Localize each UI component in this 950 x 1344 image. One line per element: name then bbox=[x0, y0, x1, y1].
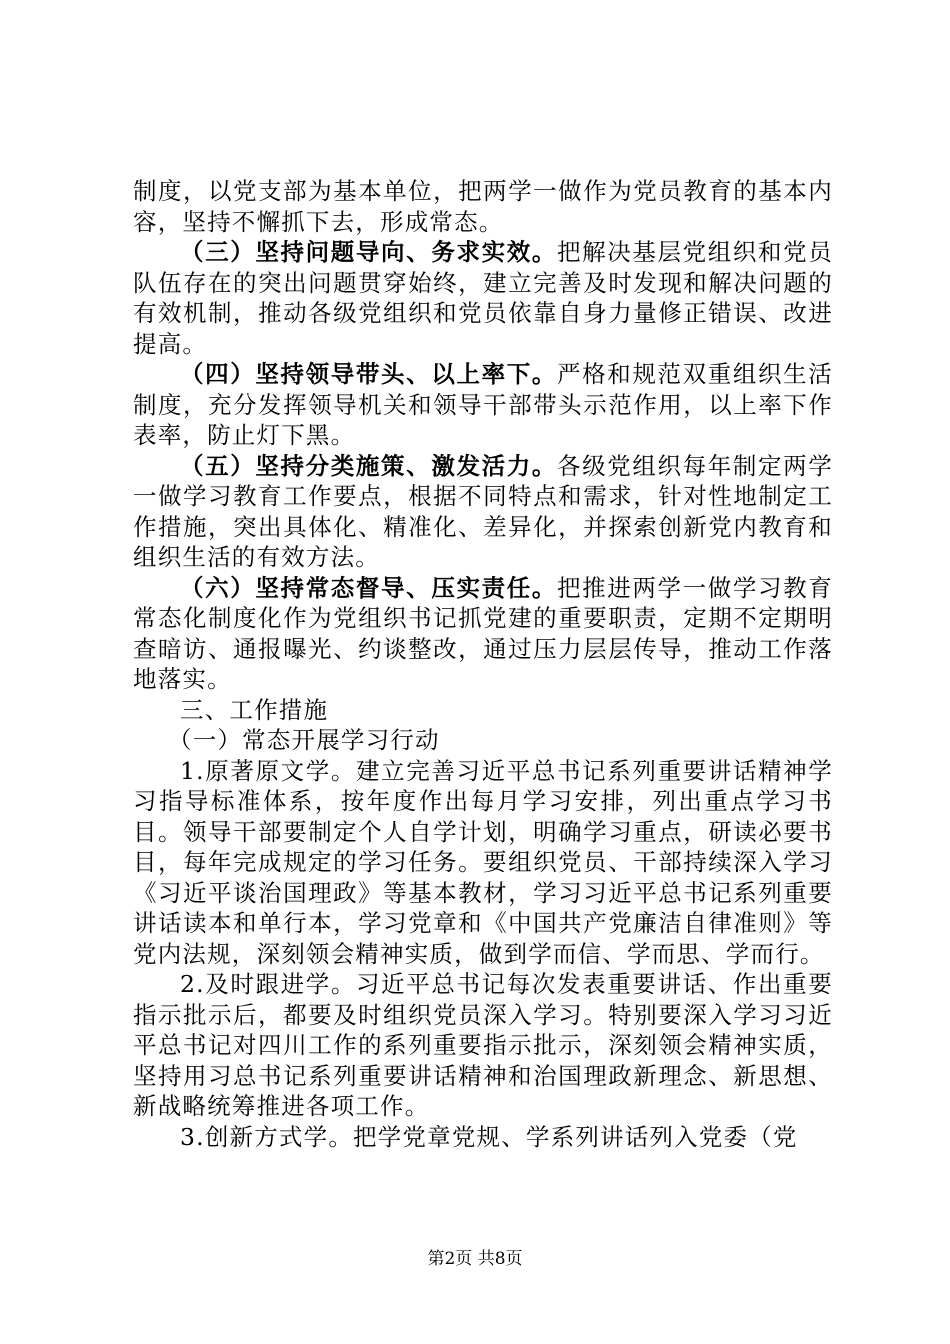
principle-paragraph-6 bbox=[133, 573, 833, 695]
principle-paragraph-3 bbox=[133, 237, 833, 359]
measure-item-3 bbox=[133, 1122, 833, 1153]
item-text: 1.原著原文学。建立完善习近平总书记系列重要讲话精神学习指导标准体系，按年度作出每月学习安排，列出重点学习书目。领导干部要制定个人自学计划，明确学习重点，研读必要书目，每年完成规定的学习任务。要组织党员、干部持续深入学习《习近平谈治国理政》等基本教材，学习习近平总书记系列重要讲话读本和单行本，学习党章和《中国共产党廉洁自律准则》等党内法规，深刻领会精神实质，做到学而信、学而思、学而行。 bbox=[133, 756, 833, 968]
paragraph-text: 严格和规范双重组织生活制度，充分发挥领导机关和领导干部带头示范作用，以上率下作表率，防止灯下黑。 bbox=[133, 360, 834, 449]
paragraph-text: 把推进两学一做学习教育常态化制度化作为党组织书记抓党建的重要职责，定期不定期明查暗访、通报曝光、约谈整改，通过压力层层传导，推动工作落地落实。 bbox=[133, 573, 834, 693]
document-body bbox=[133, 176, 833, 1152]
item-text: 3.创新方式学。把学党章党规、学系列讲话列入党委（党 bbox=[180, 1122, 798, 1151]
principle-paragraph-4 bbox=[133, 359, 833, 451]
principle-paragraph-5 bbox=[133, 451, 833, 573]
paragraph-text: 把解决基层党组织和党员队伍存在的突出问题贯穿始终，建立完善及时发现和解决问题的有效机制，推动各级党组织和党员依靠自身力量修正错误、改进提高。 bbox=[133, 238, 834, 358]
principle-lead: （六）坚持常态督导、压实责任。 bbox=[180, 573, 557, 602]
item-text: 2.及时跟进学。习近平总书记每次发表重要讲话、作出重要指示批示后，都要及时组织党员深入学习。特别要深入学习习近平总书记对四川工作的系列重要指示批示，深刻领会精神实质，坚持用习总书记系列重要讲话精神和治国理政新理念、新思想、新战略统筹推进各项工作。 bbox=[133, 970, 833, 1120]
section-heading: 三、工作措施 bbox=[180, 695, 329, 724]
measure-item-1 bbox=[133, 756, 833, 970]
subsection-heading: （一）常态开展学习行动 bbox=[168, 726, 440, 754]
measure-item-2 bbox=[133, 969, 833, 1122]
paragraph-text: 各级党组织每年制定两学一做学习教育工作要点，根据不同特点和需求，针对性地制定工作措施，突出具体化、精准化、差异化，并探索创新党内教育和组织生活的有效方法。 bbox=[133, 451, 834, 571]
paragraph-text: 制度，以党支部为基本单位，把两学一做作为党员教育的基本内容，坚持不懈抓下去，形成常态。 bbox=[133, 177, 833, 236]
page-footer: 第2页 共8页 bbox=[427, 1249, 523, 1269]
principle-lead: （四）坚持领导带头、以上率下。 bbox=[180, 360, 557, 388]
principle-lead: （三）坚持问题导向、务求实效。 bbox=[180, 238, 557, 266]
paragraph-continuation bbox=[133, 176, 833, 237]
principle-lead: （五）坚持分类施策、激发活力。 bbox=[180, 451, 557, 480]
